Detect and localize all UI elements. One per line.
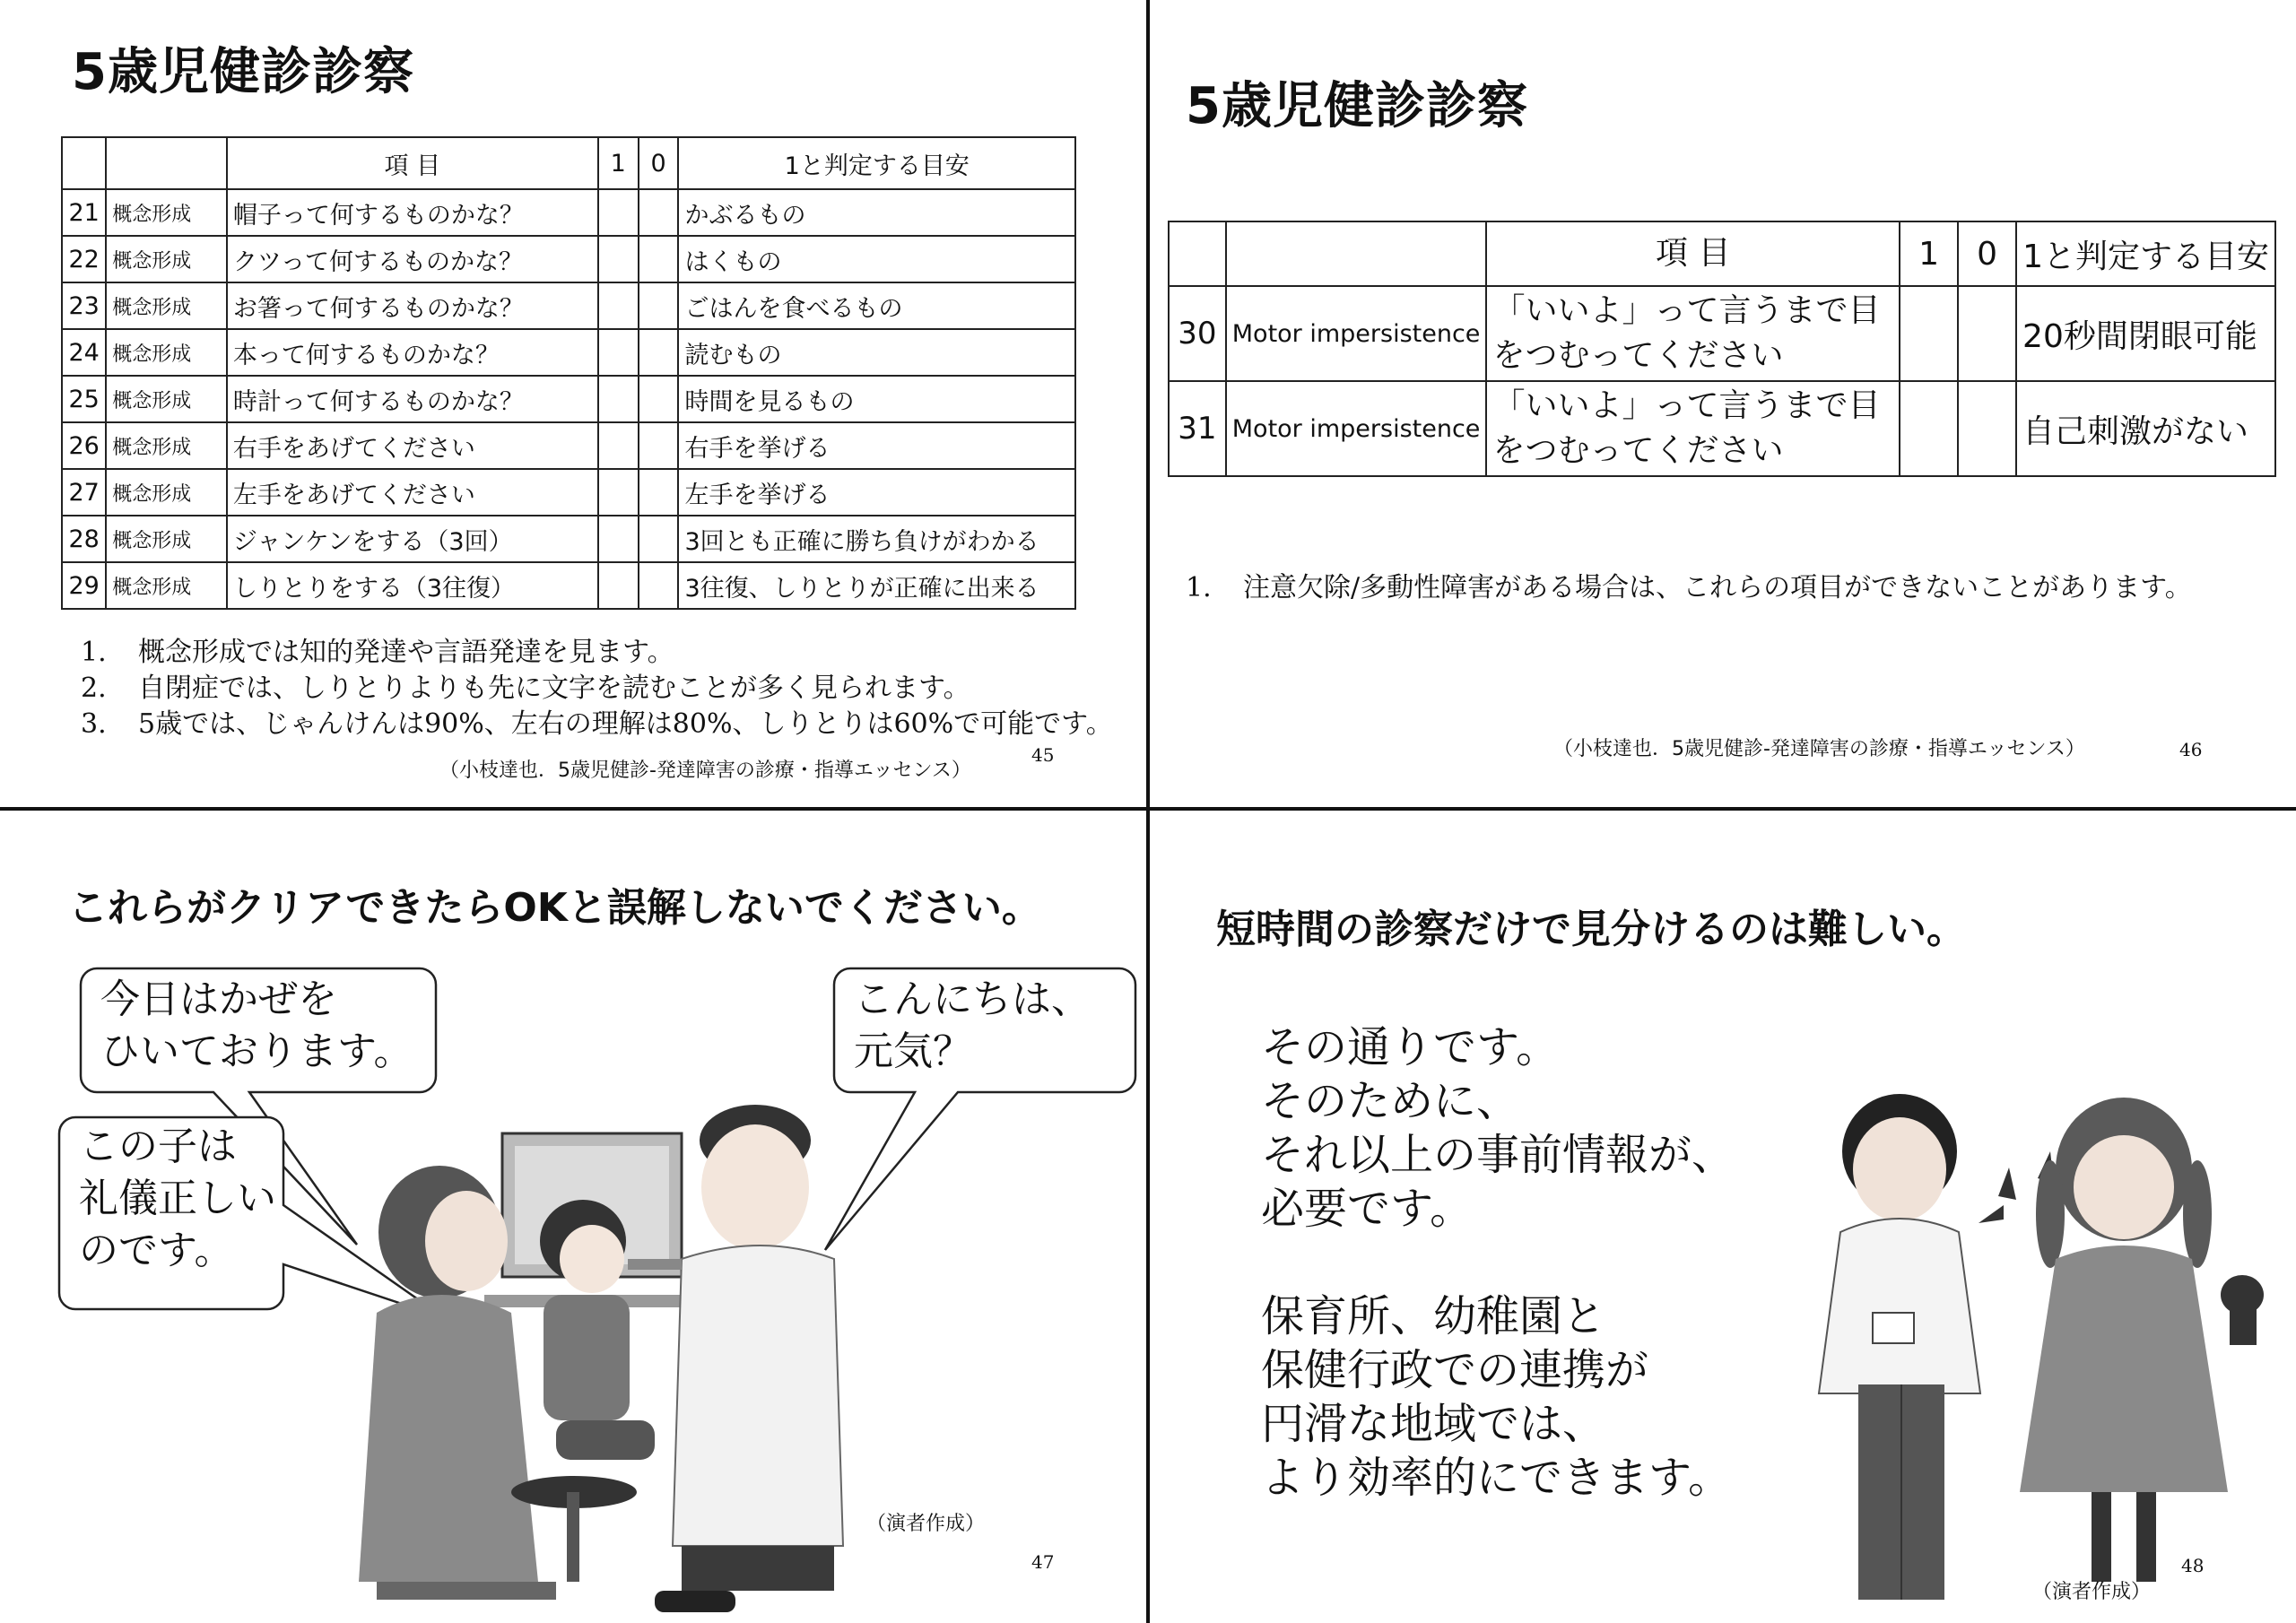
slide-48 bbox=[1150, 811, 2296, 1623]
score-cell bbox=[1900, 286, 1958, 381]
slide-heading: これらがクリアできたらOKと誤解しないでください。 bbox=[68, 885, 1041, 931]
table-row bbox=[62, 422, 1075, 469]
row-item: 「いいよ」って言うまで目をつむってください bbox=[1486, 286, 1900, 381]
header-cell bbox=[1169, 221, 1226, 286]
row-number: 29 bbox=[62, 562, 106, 609]
row-category: 概念形成 bbox=[106, 282, 227, 329]
slide-46 bbox=[1150, 0, 2296, 807]
row-item: 「いいよ」って言うまで目をつむってください bbox=[1486, 381, 1900, 476]
score-cell bbox=[639, 236, 679, 282]
score-cell bbox=[598, 562, 639, 609]
table-row bbox=[62, 376, 1075, 422]
score-cell bbox=[639, 469, 679, 516]
row-category: 概念形成 bbox=[106, 562, 227, 609]
row-item: 時計って何するものかな？ bbox=[227, 376, 598, 422]
image-credit: （演者作成） bbox=[2032, 1581, 2152, 1603]
score-cell bbox=[1958, 381, 2016, 476]
score-cell bbox=[598, 236, 639, 282]
page-number: 45 bbox=[1031, 744, 1055, 766]
row-number: 25 bbox=[62, 376, 106, 422]
note-text: 5歳では、じゃんけんは90%、左右の理解は80%、しりとりは60%で可能です。 bbox=[138, 708, 1113, 740]
caregivers-illustration bbox=[1150, 811, 2296, 1623]
score-cell bbox=[598, 469, 639, 516]
score-cell bbox=[598, 422, 639, 469]
score-cell bbox=[639, 189, 679, 236]
score-cell bbox=[1958, 286, 2016, 381]
header-cell bbox=[106, 137, 227, 189]
exam-table bbox=[61, 136, 1076, 610]
caregiver-figure-left bbox=[1819, 1094, 1980, 1600]
note-item bbox=[1186, 570, 2192, 606]
row-category: Motor impersistence bbox=[1226, 381, 1487, 476]
name-badge bbox=[1873, 1313, 1914, 1343]
header-cell bbox=[62, 137, 106, 189]
desk-edge bbox=[628, 1259, 682, 1270]
body-line: 円滑な地域では、 bbox=[1261, 1399, 1606, 1449]
row-number: 21 bbox=[62, 189, 106, 236]
slide-title: 5歳児健診診察 bbox=[72, 43, 414, 101]
row-item: 左手をあげてください bbox=[227, 469, 598, 516]
image-credit: （演者作成） bbox=[866, 1513, 986, 1535]
note-text: 概念形成では知的発達や言語発達を見ます。 bbox=[138, 637, 674, 668]
row-number: 28 bbox=[62, 516, 106, 562]
row-criteria: 20秒間閉眼可能 bbox=[2016, 286, 2275, 381]
row-category: 概念形成 bbox=[106, 376, 227, 422]
row-criteria: かぶるもの bbox=[678, 189, 1075, 236]
score-cell bbox=[639, 422, 679, 469]
row-criteria: はくもの bbox=[678, 236, 1075, 282]
header-cell-item: 項 目 bbox=[227, 137, 598, 189]
row-category: Motor impersistence bbox=[1226, 286, 1487, 381]
slide-heading: 短時間の診察だけで見分けるのは難しい。 bbox=[1216, 907, 1966, 952]
row-criteria: 3往復、しりとりが正確に出来る bbox=[678, 562, 1075, 609]
notes-list bbox=[1186, 570, 2192, 606]
body-line: そのために、 bbox=[1261, 1076, 1520, 1126]
bubble-left-text: この子は 礼儀正しい のです。 bbox=[79, 1124, 276, 1273]
page-number: 48 bbox=[2181, 1555, 2205, 1576]
table-header-row bbox=[62, 137, 1075, 189]
row-criteria: 3回とも正確に勝ち負けがわかる bbox=[678, 516, 1075, 562]
table-row bbox=[62, 562, 1075, 609]
score-cell bbox=[639, 516, 679, 562]
row-criteria: 右手を挙げる bbox=[678, 422, 1075, 469]
row-item: ジャンケンをする（3回） bbox=[227, 516, 598, 562]
note-number: 1. bbox=[1186, 572, 1212, 603]
table-row bbox=[62, 516, 1075, 562]
row-criteria: 時間を見るもの bbox=[678, 376, 1075, 422]
body-line: 保健行政での連携が bbox=[1261, 1345, 1649, 1395]
table-row bbox=[62, 282, 1075, 329]
citation: （小枝達也．5歳児健診-発達障害の診療・指導エッセンス） bbox=[439, 759, 971, 782]
score-cell bbox=[639, 562, 679, 609]
body-line: 必要です。 bbox=[1261, 1184, 1474, 1234]
notes-list bbox=[81, 635, 1113, 742]
body-line: その通りです。 bbox=[1261, 1022, 1560, 1072]
table-row bbox=[1169, 286, 2275, 381]
note-text: 注意欠除/多動性障害がある場合は、これらの項目ができないことがあります。 bbox=[1243, 572, 2192, 603]
slide-title: 5歳児健診診察 bbox=[1186, 77, 1528, 135]
row-number: 23 bbox=[62, 282, 106, 329]
note-number: 2. bbox=[81, 673, 107, 704]
note-item bbox=[81, 635, 1113, 671]
score-cell bbox=[598, 376, 639, 422]
row-item: クツって何するものかな？ bbox=[227, 236, 598, 282]
note-number: 3. bbox=[81, 708, 107, 740]
row-category: 概念形成 bbox=[106, 329, 227, 376]
bear-puppet-icon bbox=[2221, 1275, 2264, 1315]
header-cell-criteria: 1と判定する目安 bbox=[678, 137, 1075, 189]
row-criteria: 左手を挙げる bbox=[678, 469, 1075, 516]
row-item: 右手をあげてください bbox=[227, 422, 598, 469]
body-line: より効率的にできます。 bbox=[1261, 1453, 1732, 1503]
note-number: 1. bbox=[81, 637, 107, 668]
table-row bbox=[1169, 381, 2275, 476]
header-cell-one: 1 bbox=[598, 137, 639, 189]
table-row bbox=[62, 189, 1075, 236]
header-cell-item: 項 目 bbox=[1486, 221, 1900, 286]
table-header-row bbox=[1169, 221, 2275, 286]
row-number: 26 bbox=[62, 422, 106, 469]
table-row bbox=[62, 329, 1075, 376]
slide-45 bbox=[0, 0, 1146, 807]
row-criteria: 自己刺激がない bbox=[2016, 381, 2275, 476]
score-cell bbox=[639, 282, 679, 329]
slide-47 bbox=[0, 811, 1146, 1623]
score-cell bbox=[598, 282, 639, 329]
header-cell-one: 1 bbox=[1900, 221, 1958, 286]
row-criteria: ごはんを食べるもの bbox=[678, 282, 1075, 329]
row-category: 概念形成 bbox=[106, 189, 227, 236]
row-item: しりとりをする（3往復） bbox=[227, 562, 598, 609]
row-category: 概念形成 bbox=[106, 236, 227, 282]
row-number: 27 bbox=[62, 469, 106, 516]
header-cell bbox=[1226, 221, 1487, 286]
score-cell bbox=[639, 329, 679, 376]
score-cell bbox=[598, 189, 639, 236]
page-number: 47 bbox=[1031, 1551, 1055, 1573]
row-item: お箸って何するものかな？ bbox=[227, 282, 598, 329]
citation: （小枝達也．5歳児健診-発達障害の診療・指導エッセンス） bbox=[1553, 738, 2085, 760]
table-row bbox=[62, 469, 1075, 516]
row-category: 概念形成 bbox=[106, 422, 227, 469]
score-cell bbox=[1900, 381, 1958, 476]
bubble-doctor-text: こんにちは、 元気？ bbox=[854, 976, 1091, 1074]
bubble-mother-text: 今日はかぜを ひいております。 bbox=[100, 976, 413, 1074]
score-cell bbox=[598, 329, 639, 376]
row-category: 概念形成 bbox=[106, 516, 227, 562]
row-item: 帽子って何するものかな？ bbox=[227, 189, 598, 236]
page-number: 46 bbox=[2179, 739, 2203, 760]
header-cell-zero: 0 bbox=[1958, 221, 2016, 286]
note-item bbox=[81, 671, 1113, 707]
row-number: 30 bbox=[1169, 286, 1226, 381]
row-category: 概念形成 bbox=[106, 469, 227, 516]
row-number: 31 bbox=[1169, 381, 1226, 476]
header-cell-criteria: 1と判定する目安 bbox=[2016, 221, 2275, 286]
score-cell bbox=[598, 516, 639, 562]
note-text: 自閉症では、しりとりよりも先に文字を読むことが多く見られます。 bbox=[138, 673, 970, 704]
body-line: それ以上の事前情報が、 bbox=[1261, 1130, 1735, 1180]
note-item bbox=[81, 707, 1113, 742]
row-number: 24 bbox=[62, 329, 106, 376]
table-row bbox=[62, 236, 1075, 282]
header-cell-zero: 0 bbox=[639, 137, 679, 189]
row-criteria: 読むもの bbox=[678, 329, 1075, 376]
row-number: 22 bbox=[62, 236, 106, 282]
caregiver-figure-right bbox=[2020, 1098, 2264, 1582]
body-line: 保育所、幼稚園と bbox=[1261, 1291, 1606, 1341]
score-cell bbox=[639, 376, 679, 422]
row-item: 本って何するものかな？ bbox=[227, 329, 598, 376]
exam-table bbox=[1168, 221, 2276, 477]
